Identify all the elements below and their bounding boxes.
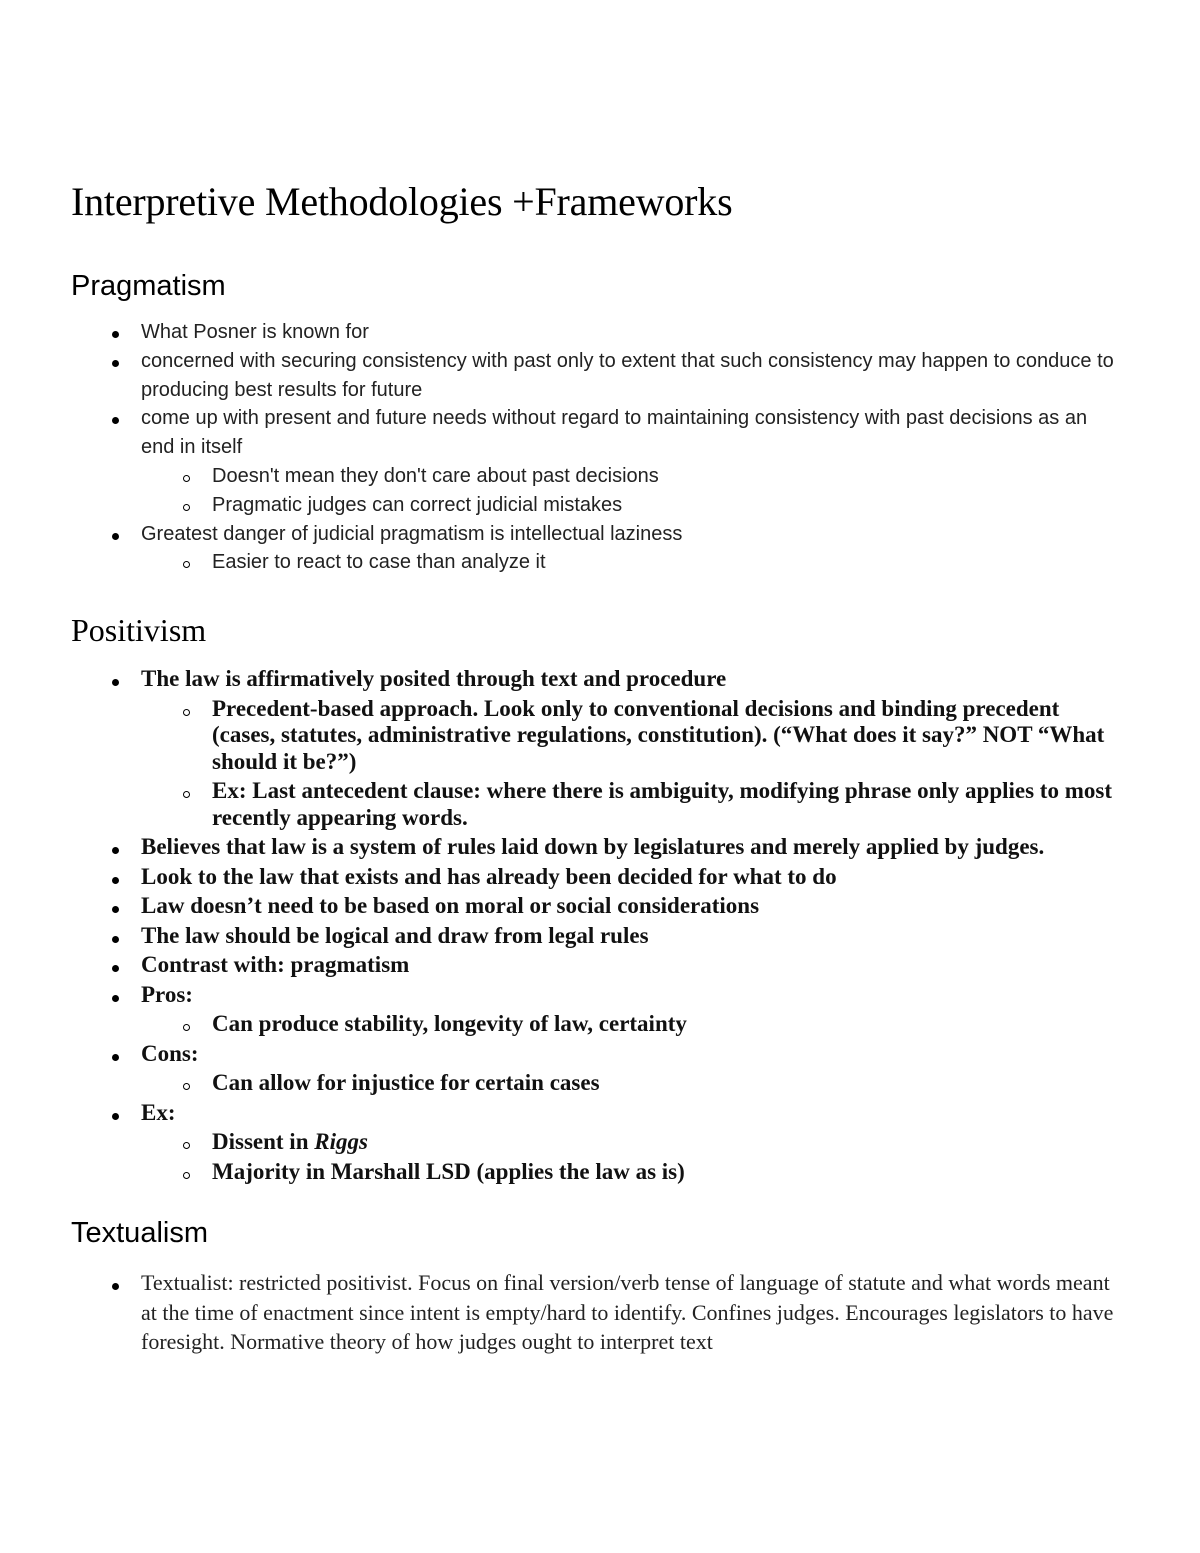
bullet-ring-icon bbox=[176, 491, 196, 520]
case-name-riggs: Riggs bbox=[314, 1129, 368, 1154]
list-item bbox=[0, 1129, 1200, 1156]
dissent-prefix: Dissent in bbox=[212, 1129, 315, 1154]
list-item: Precedent-based approach. Look only to conventional decisions and binding precedent (cases, statutes, administrative regulations, constitution). (“What does it say?” NOT “What should it be?”) bbox=[0, 696, 1200, 776]
bullet-dot-icon bbox=[105, 1268, 125, 1298]
heading-textualism: Textualism bbox=[71, 1217, 208, 1249]
bullet-ring-icon bbox=[176, 1159, 196, 1186]
bullet-ring-icon bbox=[176, 696, 196, 723]
bullet-dot-icon bbox=[105, 666, 125, 693]
list-item: come up with present and future needs without regard to maintaining consistency with past decisions as an end in itself bbox=[0, 404, 1200, 462]
list-item: Textualist: restricted positivist. Focus on final version/verb tense of language of statute and what words meant at the time of enactment since intent is empty/hard to identify. Confines judges. Encourages legislators to have foresight. Normative theory of how judges ought to interpret text bbox=[0, 1268, 1200, 1357]
list-item: Contrast with: pragmatism bbox=[0, 952, 1200, 979]
list-item: Look to the law that exists and has already been decided for what to do bbox=[0, 864, 1200, 891]
bullet-dot-icon bbox=[105, 1041, 125, 1068]
bullet-ring-icon bbox=[176, 1011, 196, 1038]
bullet-ring-icon bbox=[176, 462, 196, 491]
bullet-dot-icon bbox=[105, 318, 125, 347]
list-item: Can allow for injustice for certain cases bbox=[0, 1070, 1200, 1097]
list-item: Cons: bbox=[0, 1041, 1200, 1068]
heading-pragmatism: Pragmatism bbox=[71, 270, 226, 302]
document-title: Interpretive Methodologies +Frameworks bbox=[71, 179, 733, 224]
list-item: The law should be logical and draw from legal rules bbox=[0, 923, 1200, 950]
bullet-dot-icon bbox=[105, 404, 125, 433]
list-item: Ex: bbox=[0, 1100, 1200, 1127]
list-item: What Posner is known for bbox=[0, 318, 1200, 347]
list-item: Can produce stability, longevity of law, certainty bbox=[0, 1011, 1200, 1038]
bullet-dot-icon bbox=[105, 923, 125, 950]
list-item: Majority in Marshall LSD (applies the law as is) bbox=[0, 1159, 1200, 1186]
list-item: Easier to react to case than analyze it bbox=[0, 548, 1200, 577]
list-item: The law is affirmatively posited through text and procedure bbox=[0, 666, 1200, 693]
list-item: concerned with securing consistency with past only to extent that such consistency may happen to conduce to producing best results for future bbox=[0, 347, 1200, 405]
bullet-dot-icon bbox=[105, 520, 125, 549]
bullet-dot-icon bbox=[105, 347, 125, 376]
bullet-ring-icon bbox=[176, 778, 196, 805]
bullet-dot-icon bbox=[105, 834, 125, 861]
list-item: Doesn't mean they don't care about past decisions bbox=[0, 462, 1200, 491]
heading-positivism: Positivism bbox=[71, 612, 207, 648]
bullet-dot-icon bbox=[105, 952, 125, 979]
list-item: Pros: bbox=[0, 982, 1200, 1009]
positivism-list bbox=[0, 666, 1200, 1188]
bullet-ring-icon bbox=[176, 1070, 196, 1097]
pragmatism-list bbox=[0, 318, 1200, 577]
bullet-dot-icon bbox=[105, 864, 125, 891]
list-item: Law doesn’t need to be based on moral or social considerations bbox=[0, 893, 1200, 920]
list-item: Greatest danger of judicial pragmatism is intellectual laziness bbox=[0, 520, 1200, 549]
list-item: Pragmatic judges can correct judicial mistakes bbox=[0, 491, 1200, 520]
bullet-ring-icon bbox=[176, 1129, 196, 1156]
list-item: Ex: Last antecedent clause: where there is ambiguity, modifying phrase only applies to most recently appearing words. bbox=[0, 778, 1200, 831]
bullet-dot-icon bbox=[105, 1100, 125, 1127]
list-item: Believes that law is a system of rules laid down by legislatures and merely applied by judges. bbox=[0, 834, 1200, 861]
bullet-dot-icon bbox=[105, 893, 125, 920]
textualism-list bbox=[0, 1268, 1200, 1357]
bullet-dot-icon bbox=[105, 982, 125, 1009]
bullet-ring-icon bbox=[176, 548, 196, 577]
